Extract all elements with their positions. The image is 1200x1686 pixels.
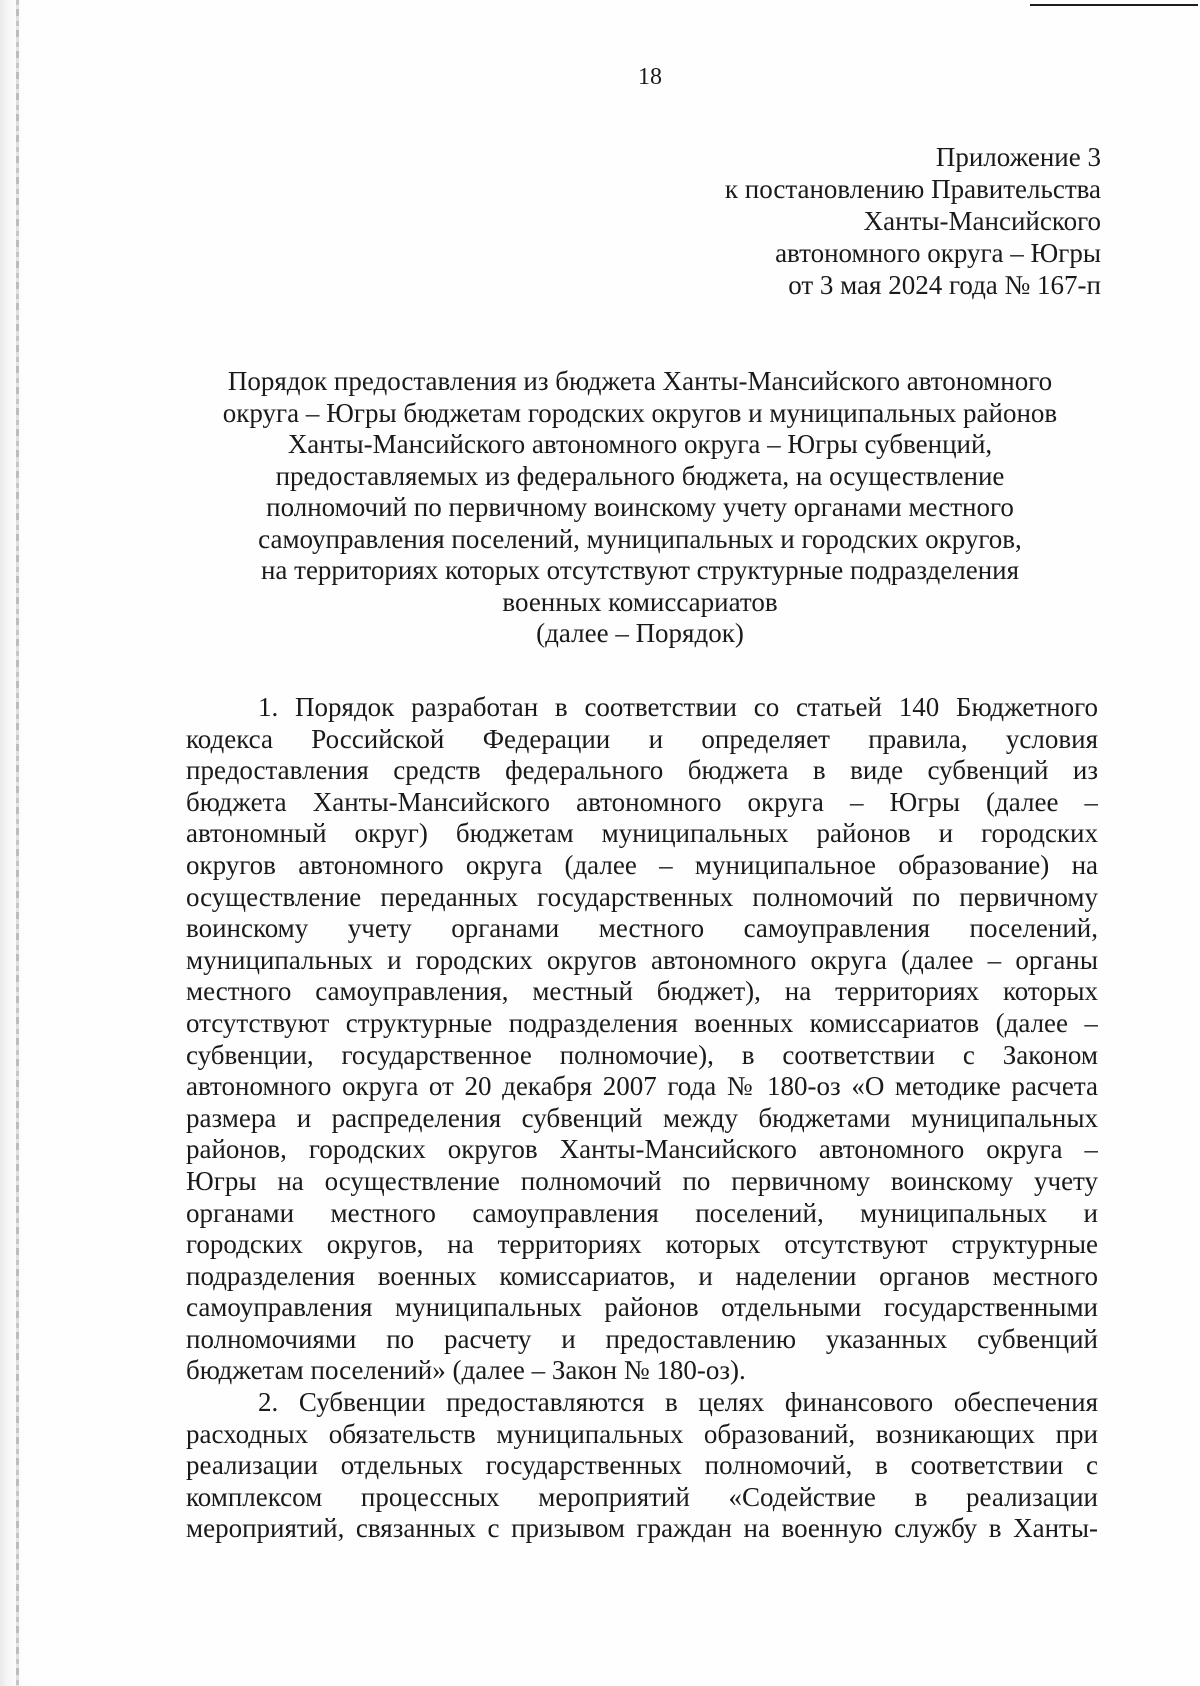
text-line: размера и распределения субвенций между бюджетами муниципальных bbox=[186, 1102, 1098, 1133]
text-line: местного самоуправления, местный бюджет), на территориях которых bbox=[186, 976, 1098, 1007]
appendix-line: от 3 мая 2024 года № 167-п bbox=[788, 270, 1101, 300]
text-line: муниципальных и городских округов автономного округа (далее – органы bbox=[186, 944, 1098, 975]
text-line: отсутствуют структурные подразделения военных комиссариатов (далее – bbox=[186, 1007, 1098, 1038]
text-line: воинскому учету органами местного самоуправления поселений, bbox=[186, 913, 1098, 944]
text-line: комплексом процессных мероприятий «Содействие в реализации bbox=[186, 1481, 1098, 1512]
text-line: 1. Порядок разработан в соответствии со статьей 140 Бюджетного bbox=[258, 692, 1098, 722]
text-line: городских округов, на территориях которых отсутствуют структурные bbox=[186, 1229, 1098, 1260]
text-line: мероприятий, связанных с призывом граждан на военную службу в Ханты- bbox=[186, 1513, 1098, 1544]
paragraph-1 bbox=[186, 692, 1098, 1387]
appendix-line: Приложение 3 bbox=[935, 142, 1101, 172]
title-line: полномочий по первичному воинскому учету органами местного bbox=[266, 492, 1014, 522]
appendix-line: автономного округа – Югры bbox=[775, 238, 1101, 268]
title-line: самоуправления поселений, муниципальных и городских округов, bbox=[258, 523, 1022, 554]
appendix-line: Ханты-Мансийского bbox=[863, 206, 1101, 236]
text-line: предоставления средств федерального бюджета в виде субвенций из bbox=[186, 755, 1098, 786]
paragraph-2 bbox=[186, 1387, 1098, 1545]
text-line: полномочиями по расчету и предоставлению указанных субвенций bbox=[186, 1323, 1098, 1354]
text-line: округов автономного округа (далее – муниципальное образование) на bbox=[186, 849, 1098, 880]
text-line: автономного округа от 20 декабря 2007 года № 180-оз «О методике расчета bbox=[186, 1071, 1098, 1102]
document-title bbox=[170, 366, 1110, 650]
text-line: бюджета Ханты-Мансийского автономного округа – Югры (далее – bbox=[186, 786, 1098, 817]
appendix-line: к постановлению Правительства bbox=[724, 174, 1101, 204]
text-line: районов, городских округов Ханты-Мансийского автономного округа – bbox=[186, 1134, 1098, 1165]
title-line: Порядок предоставления из бюджета Ханты-Мансийского автономного bbox=[227, 366, 1053, 396]
text-line: 2. Субвенции предоставляются в целях финансового обеспечения bbox=[258, 1387, 1098, 1418]
text-line: кодекса Российской Федерации и определяет правила, условия bbox=[186, 723, 1098, 754]
appendix-header bbox=[725, 141, 1101, 301]
text-line: реализации отдельных государственных полномочий, в соответствии с bbox=[186, 1450, 1098, 1481]
text-line: органами местного самоуправления поселений, муниципальных и bbox=[186, 1197, 1098, 1228]
scan-binding-artifact bbox=[16, 0, 19, 1686]
text-line: автономный округ) бюджетам муниципальных районов и городских bbox=[186, 818, 1098, 849]
text-line: подразделения военных комиссариатов, и наделении органов местного bbox=[186, 1260, 1098, 1291]
scan-left-edge bbox=[0, 0, 26, 1686]
text-line: самоуправления муниципальных районов отдельными государственными bbox=[186, 1292, 1098, 1323]
title-line: на территориях которых отсутствуют структурные подразделения bbox=[260, 555, 1020, 585]
text-line: расходных обязательств муниципальных образований, возникающих при bbox=[186, 1418, 1098, 1449]
text-line: субвенции, государственное полномочие), в соответствии с Законом bbox=[186, 1039, 1098, 1070]
text-line: Югры на осуществление полномочий по первичному воинскому учету bbox=[186, 1165, 1098, 1196]
title-line: военных комиссариатов bbox=[502, 586, 778, 617]
title-line: Ханты-Мансийского автономного округа – Югры субвенций, bbox=[287, 429, 993, 459]
body-text bbox=[186, 692, 1098, 1545]
title-line: округа – Югры бюджетам городских округов и муниципальных районов bbox=[222, 397, 1058, 428]
title-line: (далее – Порядок) bbox=[536, 618, 744, 648]
title-line: предоставляемых из федерального бюджета, на осуществление bbox=[275, 460, 1005, 491]
scan-top-artifact bbox=[1030, 4, 1198, 6]
text-line: осуществление переданных государственных полномочий по первичному bbox=[186, 881, 1098, 912]
page-number: 18 bbox=[638, 64, 662, 90]
text-line: бюджетам поселений» (далее – Закон № 180-оз). bbox=[186, 1355, 746, 1386]
